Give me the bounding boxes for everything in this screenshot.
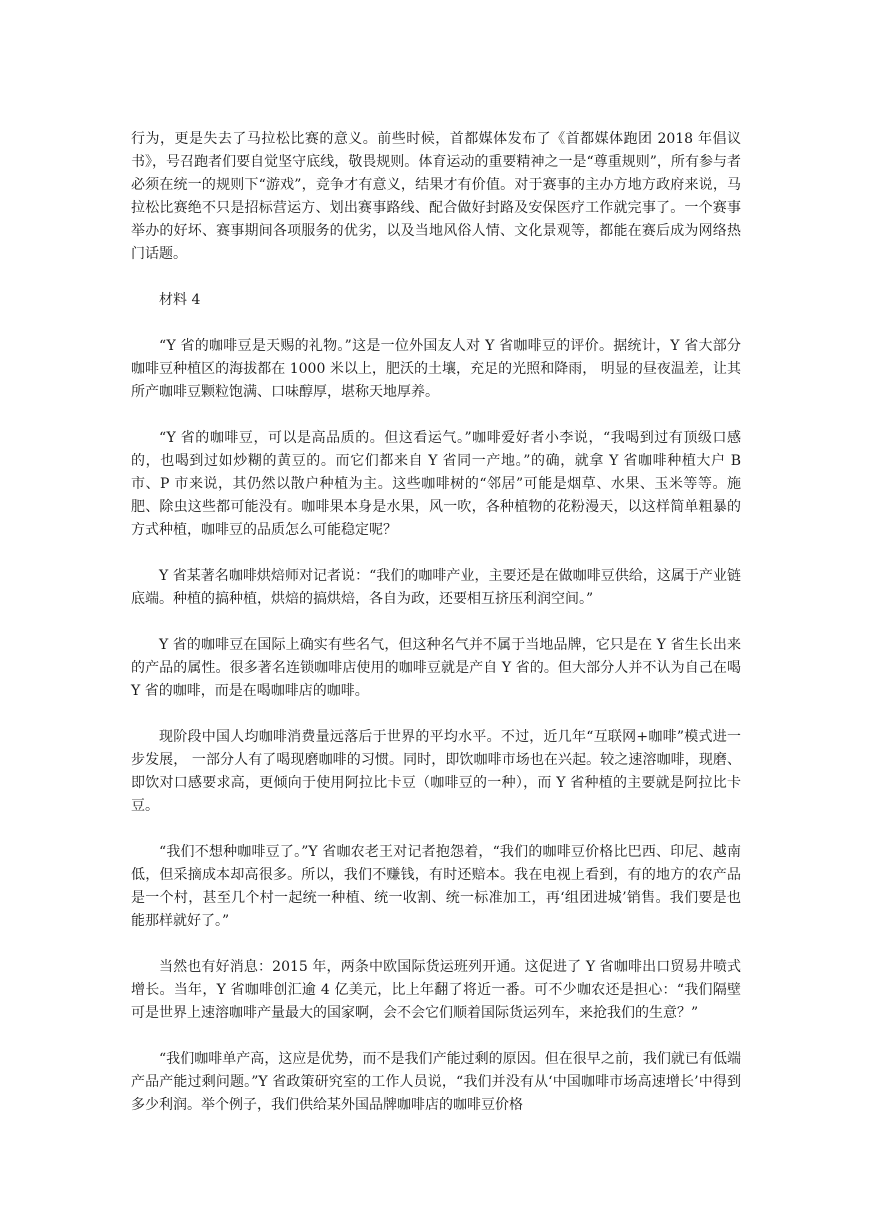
paragraph: 现阶段中国人均咖啡消费量远落后于世界的平均水平。不过，近几年“互联网+咖啡”模式进一步发展， 一部分人有了喝现磨咖啡的习惯。同时，即饮咖啡市场也在兴起。较之速溶咖啡，现磨、即饮对口感要求高，更倾向于使用阿拉比卡豆（咖啡豆的一种），而 Y 省种植的主要就是阿拉比卡豆。	[131, 729, 741, 814]
paragraph: “我们不想种咖啡豆了。”Y 省咖农老王对记者抱怨着，“我们的咖啡豆价格比巴西、印尼、越南低，但采摘成本却高很多。所以，我们不赚钱，有时还赔本。我在电视上看到，有的地方的农产品是一个村，甚至几个村一起统一种植、统一收割、统一标准加工，再‘组团进城’销售。我们要是也能那样就好了。”	[131, 844, 741, 929]
paragraph: “Y 省的咖啡豆是天赐的礼物。”这是一位外国友人对 Y 省咖啡豆的评价。据统计，Y 省大部分咖啡豆种植区的海拔都在 1000 米以上，肥沃的土壤，充足的光照和降雨， 明显的昼夜温差，让其所产咖啡豆颗粒饱满、口味醇厚，堪称天地厚养。	[131, 338, 741, 400]
paragraph: Y 省某著名咖啡烘焙师对记者说：“我们的咖啡产业，主要还是在做咖啡豆供给，这属于产业链底端。种植的搞种植，烘焙的搞烘焙，各自为政，还要相互挤压利润空间。”	[131, 568, 741, 607]
paragraph: 当然也有好消息：2015 年，两条中欧国际货运班列开通。这促进了 Y 省咖啡出口贸易井喷式增长。当年，Y 省咖啡创汇逾 4 亿美元，比上年翻了将近一番。可不少咖农还是担心：“我们隔壁可是世界上速溶咖啡产量最大的国家啊，会不会它们顺着国际货运列车，来抢我们的生意？”	[131, 959, 741, 1021]
paragraph: “Y 省的咖啡豆，可以是高品质的。但这看运气。”咖啡爱好者小李说，“我喝到过有顶级口感的，也喝到过如炒糊的黄豆的。而它们都来自 Y 省同一产地。”的确，就拿 Y 省咖啡种植大户 B 市、P 市来说，其仍然以散户种植为主。这些咖啡树的“邻居”可能是烟草、水果、玉米等等。施肥、除虫这些都可能没有。咖啡果本身是水果，风一吹，各种植物的花粉漫天，以这样简单粗暴的方式种植，咖啡豆的品质怎么可能稳定呢？	[131, 430, 741, 538]
paragraph: “我们咖啡单产高，这应是优势，而不是我们产能过剩的原因。但在很早之前，我们就已有低端产品产能过剩问题。”Y 省政策研究室的工作人员说，“我们并没有从‘中国咖啡市场高速增长’中得到多少利润。举个例子，我们供给某外国品牌咖啡店的咖啡豆价格	[131, 1051, 741, 1113]
paragraph-continuation: 行为，更是失去了马拉松比赛的意义。前些时候，首都媒体发布了《首都媒体跑团 2018 年倡议书》，号召跑者们要自觉坚守底线，敬畏规则。体育运动的重要精神之一是“尊重规则”，所有参与者必须在统一的规则下“游戏”，竞争才有意义，结果才有价值。对于赛事的主办方地方政府来说，马拉松比赛绝不只是招标营运方、划出赛事路线、配合做好封路及安保医疗工作就完事了。一个赛事举办的好坏、赛事期间各项服务的优劣，以及当地风俗人情、文化景观等，都能在赛后成为网络热门话题。	[131, 131, 741, 262]
document-page	[131, 128, 741, 1140]
paragraph: Y 省的咖啡豆在国际上确实有些名气，但这种名气并不属于当地品牌，它只是在 Y 省生长出来的产品的属性。很多著名连锁咖啡店使用的咖啡豆就是产自 Y 省的。但大部分人并不认为自己在喝 Y 省的咖啡，而是在喝咖啡店的咖啡。	[131, 637, 741, 699]
section-heading-material-4: 材料 4	[159, 292, 201, 308]
